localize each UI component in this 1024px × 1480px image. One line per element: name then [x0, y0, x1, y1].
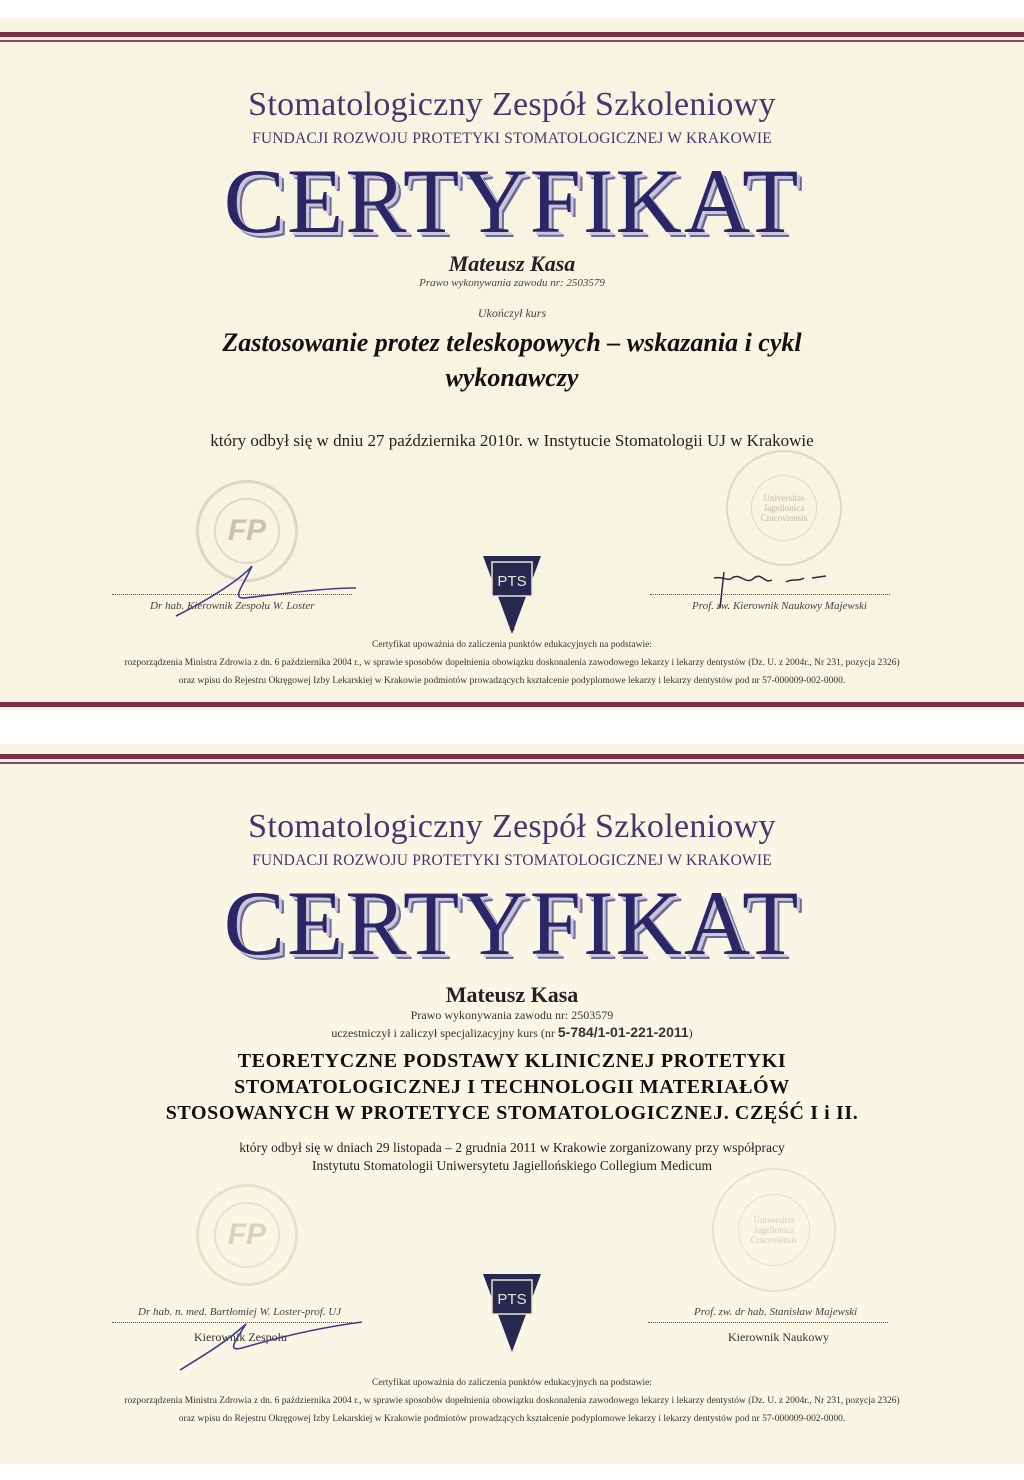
signature-line-right [648, 1322, 888, 1323]
svg-text:PTS: PTS [497, 573, 527, 590]
kursy-szs-stamp [196, 1184, 298, 1286]
legal-basis-line1: rozporządzenia Ministra Zdrowia z dn. 6 października 2004 r., w sprawie sposobów dopełnienia obowiązku doskonalenia zawodowego lekarzy i lekarzy dentystów (Dz. U. z 2004r., Nr 231, pozycja 2326) [124, 1396, 900, 1406]
completed-label: Ukończył kurs [477, 306, 547, 320]
signature-right-text: Prof. zw. dr hab. Stanisław Majewski [694, 1306, 858, 1318]
organization-name: Stomatologiczny Zespół Szkoleniowy [248, 86, 776, 123]
course-intro: uczestniczył i zaliczył specjalizacyjny kurs (nr 5-784/1-01-221-2011) [331, 1024, 693, 1040]
university-seal-icon: Universitas Jagellonica Cracoviensis [712, 1168, 836, 1292]
bottom-border [0, 702, 1024, 707]
course-title-line1: Zastosowanie protez teleskopowych – wskazania i cykl [222, 328, 802, 357]
legal-basis-line2: oraz wpisu do Rejestru Okręgowej Izby Lekarskiej w Krakowie podmiotów prowadzących kształcenie podyplomowe lekarzy i lekarzy dentystów pod nr 57-000009-002-0000. [178, 1414, 846, 1424]
signature-right-text: Prof. zw. Kierownik Naukowy Majewski [692, 600, 867, 612]
event-description-line1: który odbył się w dniach 29 listopada – 2 grudnia 2011 w Krakowie zorganizowany przy współpracy [239, 1140, 785, 1155]
recipient-name: Mateusz Kasa [445, 982, 579, 1007]
organization-name: Stomatologiczny Zespół Szkoleniowy [248, 808, 776, 845]
certificate-title: CERTYFIKAT [223, 872, 801, 974]
pts-logo-icon [481, 1272, 543, 1354]
university-seal-icon: Universitas Jagellonica Cracoviensis [726, 450, 842, 566]
signature-left-icon [176, 1304, 366, 1374]
top-border-thin [0, 40, 1024, 42]
legal-basis-line1: rozporządzenia Ministra Zdrowia z dn. 6 października 2004 r., w sprawie sposobów dopełnienia obowiązku doskonalenia zawodowego lekarzy i lekarzy dentystów (Dz. U. z 2004r., Nr 231, pozycja 2326) [124, 658, 900, 668]
credit-line: Certyfikat upoważnia do zaliczenia punktów edukacyjnych na podstawie: [372, 1378, 652, 1388]
role-left: Kierownik Zespołu [194, 1330, 287, 1344]
credit-line: Certyfikat upoważnia do zaliczenia punktów edukacyjnych na podstawie: [372, 640, 652, 650]
top-border [0, 754, 1024, 759]
event-description-line2: Instytutu Stomatologii Uniwersytetu Jagiellońskiego Collegium Medicum [311, 1158, 713, 1173]
signature-left-text: Dr hab. n. med. Bartłomiej W. Loster-prof. UJ [138, 1306, 342, 1318]
course-title-line1: TEORETYCZNE PODSTAWY KLINICZNEJ PROTETYKI [237, 1050, 787, 1072]
legal-basis-line2: oraz wpisu do Rejestru Okręgowej Izby Lekarskiej w Krakowie podmiotów prowadzących kształcenie podyplomowe lekarzy i lekarzy dentystów pod nr 57-000009-002-0000. [178, 676, 846, 686]
svg-text:PTS: PTS [497, 1291, 527, 1308]
course-number: 5-784/1-01-221-2011 [557, 1024, 689, 1040]
role-right: Kierownik Naukowy [728, 1330, 829, 1344]
course-title-line2: wykonawczy [445, 363, 579, 392]
foundation-name: FUNDACJI ROZWOJU PROTETYKI STOMATOLOGICZNEJ W KRAKOWIE [252, 852, 772, 869]
event-description: który odbył się w dniu 27 października 2010r. w Instytucie Stomatologii UJ w Krakowie [210, 431, 814, 450]
top-border [0, 32, 1024, 37]
fp-logo-icon: FP [214, 1202, 279, 1267]
license-number: Prawo wykonywania zawodu nr: 2503579 [419, 277, 605, 289]
certificate-1 [0, 18, 1024, 710]
top-border-thin [0, 762, 1024, 764]
edu-points: 6 [509, 622, 515, 634]
signature-left-text: Dr hab. Kierownik Zespołu W. Loster [150, 600, 315, 612]
foundation-name: FUNDACJI ROZWOJU PROTETYKI STOMATOLOGICZNEJ W KRAKOWIE [252, 130, 772, 147]
recipient-name: Mateusz Kasa [448, 251, 576, 276]
course-title-line2: STOMATOLOGICZNEJ I TECHNOLOGII MATERIAŁÓW [234, 1076, 790, 1098]
certificate-title: CERTYFIKAT [223, 150, 801, 252]
fp-logo-icon: FP [214, 498, 279, 563]
certificate-2 [0, 744, 1024, 1464]
license-number: Prawo wykonywania zawodu nr: 2503579 [410, 1008, 614, 1022]
course-title-line3: STOSOWANYCH W PROTETYCE STOMATOLOGICZNEJ. CZĘŚĆ I i II. [165, 1102, 859, 1124]
